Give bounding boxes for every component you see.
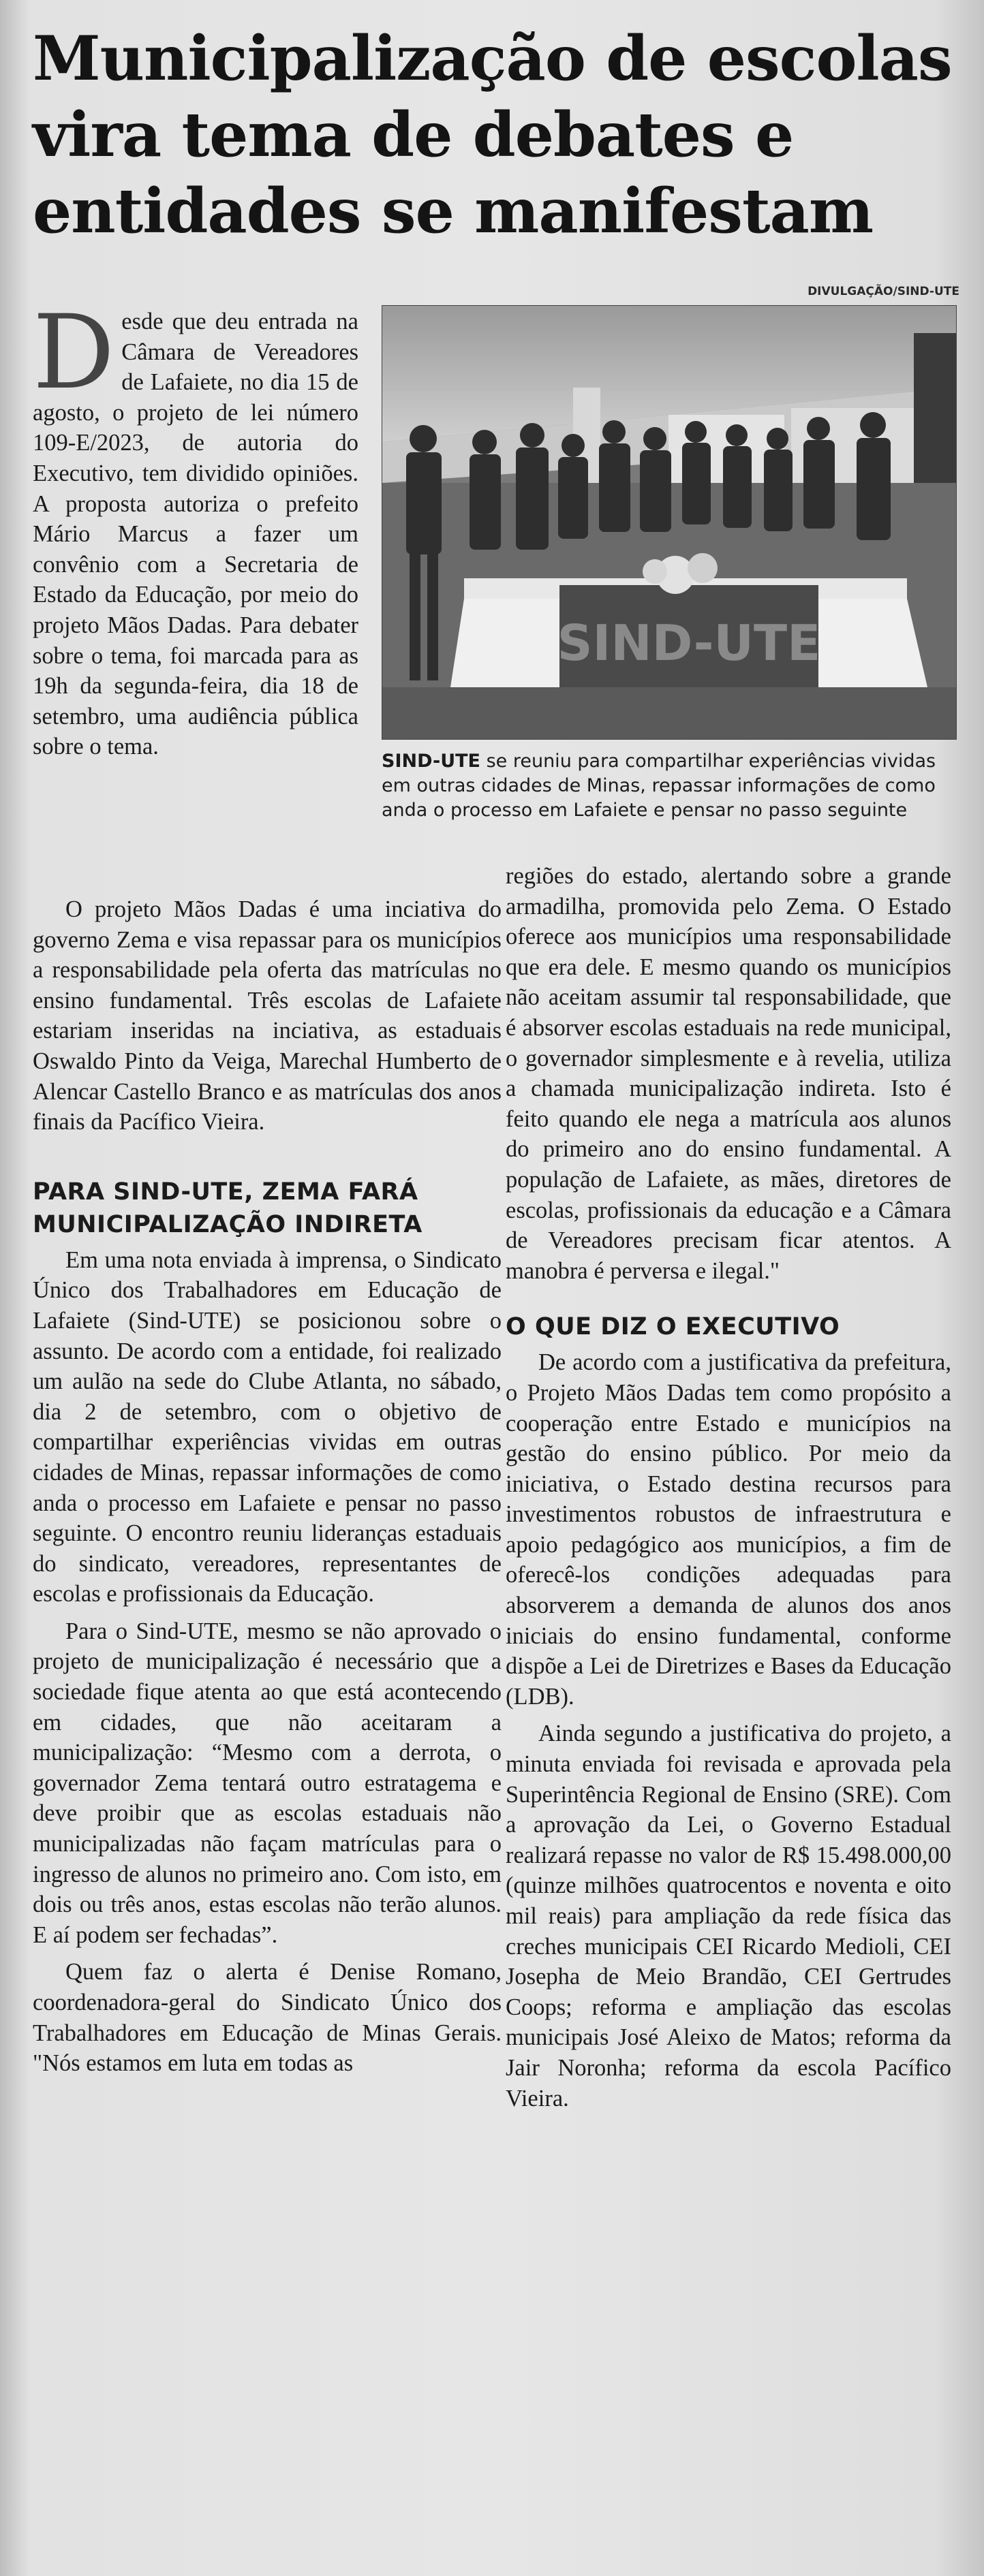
subheading-sind-ute: PARA SIND-UTE, ZEMA FARÁ MUNICIPALIZAÇÃO INDIRETA xyxy=(33,1178,422,1238)
photo-credit: DIVULGAÇÃO/SIND-UTE xyxy=(808,285,959,298)
article-column-1 xyxy=(33,894,502,2079)
article-photo xyxy=(382,305,957,740)
article-column-1-top xyxy=(33,294,358,762)
caption-lead: SIND-UTE xyxy=(382,751,480,772)
meeting-photo-illustration xyxy=(382,306,956,739)
paragraph-7: De acordo com a justificativa da prefeitura, o Projeto Mãos Dadas tem como propósito a cooperação entre Estado e municípios na gestão do ensino público. Por meio da iniciativa, o Estado destina recursos para investimentos robustos de infraestrutura e apoio pedagógico aos municípios, a fim de oferecê-los condições adequadas para absorverem a demanda de alunos dos anos iniciais do ensino fundamental, conforme dispõe a Lei de Diretrizes e Bases da Educação (LDB). xyxy=(506,1349,951,1710)
photo-banner-text: SIND-UTE xyxy=(557,614,821,672)
paragraph-6: regiões do estado, alertando sobre a grande armadilha, promovida pelo Zema. O Estado oferece aos municípios uma responsabilidade que era dele. E mesmo quando os municípios não aceitam assumir tal responsabilidade, que é absorver escolas estaduais na rede municipal, o governador simplesmente e à revelia, utiliza a chamada municipalização indireta. Isto é feito quando ele nega a matrícula aos alunos do primeiro ano do ensino fundamental. A população de Lafaiete, as mães, diretores de escolas, profissionais da educação e a Câmara de Vereadores precisam ficar atentos. A manobra é perversa e ilegal." xyxy=(506,863,951,1284)
paragraph-3: Em uma nota enviada à imprensa, o Sindicato Único dos Trabalhadores em Educação de Lafaiete (Sind-UTE) se posicionou sobre o assunto. De acordo com a entidade, foi realizado um aulão na sede do Clube Atlanta, no sábado, dia 2 de setembro, com o objetivo de compartilhar experiências vividas em outras cidades de Minas, repassar informações de como anda o processo em Lafaiete e pensar no passo seguinte. O encontro reuniu lideranças estaduais do sindicato, vereadores, representantes de escolas e profissionais da Educação. xyxy=(33,1246,502,1607)
paragraph-4: Para o Sind-UTE, mesmo se não aprovado o projeto de municipalização é necessário que a sociedade fique atenta ao que está acontecendo em cidades, que não aceitaram a municipalização: “Mesmo com a derrota, o governador Zema tentará outro estratagema e deve proibir que as escolas estaduais não municipalizadas não façam matrículas para o ingresso de alunos no primeiro ano. Com isto, em dois ou três anos, estas escolas não terão alunos. E aí podem ser fechadas”. xyxy=(33,1618,502,1948)
photo-caption xyxy=(382,749,954,823)
caption-text: se reuniu para compartilhar experiências vividas em outras cidades de Minas, repassar informações de como anda o processo em Lafaiete e pensar no passo seguinte xyxy=(382,751,936,821)
paragraph-1-text: esde que deu entrada na Câmara de Vereadores de Lafaiete, no dia 15 de agosto, o projeto de lei número 109-E/2023, de autoria do Executivo, tem dividido opiniões. A proposta autoriza o prefeito Mário Marcus a fazer um convênio com a Secretaria de Estado da Educação, por meio do projeto Mãos Dadas. Para debater sobre o tema, foi marcada para as 19h da segunda-feira, dia 18 de setembro, uma audiência pública sobre o tema. xyxy=(33,309,358,760)
headline: Municipalização de escolas vira tema de debates e entidades se manifestam xyxy=(33,22,952,247)
paragraph-1 xyxy=(33,294,358,762)
subheading-executivo: O QUE DIZ O EXECUTIVO xyxy=(506,1313,840,1341)
drop-cap: D xyxy=(33,294,115,412)
article-column-2 xyxy=(506,861,951,2114)
paragraph-5: Quem faz o alerta é Denise Romano, coordenadora-geral do Sindicato Único dos Trabalhadores em Educação de Minas Gerais. "Nós estamos em luta em todas as xyxy=(33,1959,502,2077)
paragraph-8: Ainda segundo a justificativa do projeto, a minuta enviada foi revisada e aprovada pela Superintência Regional de Ensino (SRE). Com a aprovação da Lei, o Governo Estadual realizará repasse no valor de R$ 15.498.000,00 (quinze milhões quatrocentos e noventa e oito mil reais) para ampliação da rede física das creches municipais CEI Ricardo Medioli, CEI Josepha de Meio Brandão, CEI Gertrudes Coops; reforma e ampliação das escolas municipais José Aleixo de Matos; reforma da Jair Noronha; reforma da escola Pacífico Vieira. xyxy=(506,1721,951,2111)
paragraph-2: O projeto Mãos Dadas é uma inciativa do governo Zema e visa repassar para os municípios a responsabilidade pela oferta das matrículas no ensino fundamental. Três escolas de Lafaiete estariam inseridas na inciativa, as estaduais Oswaldo Pinto da Veiga, Marechal Humberto de Alencar Castello Branco e as matrículas dos anos finais da Pacífico Vieira. xyxy=(33,896,502,1135)
